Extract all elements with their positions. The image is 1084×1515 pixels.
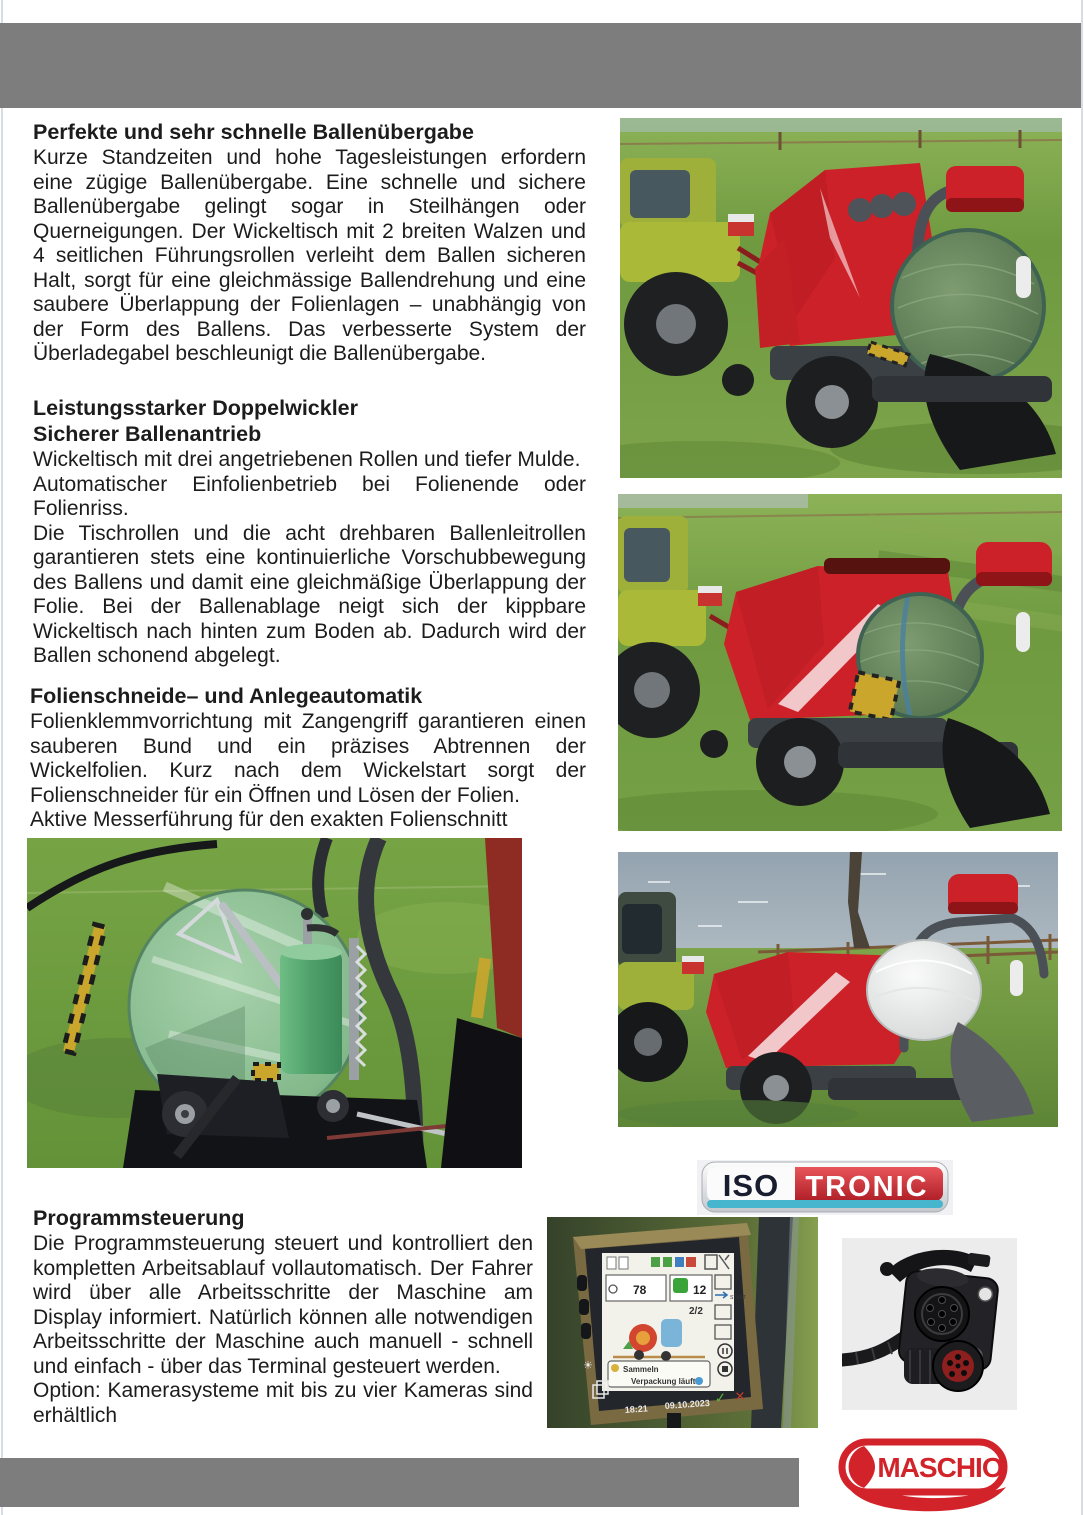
section-paragraph: Wickeltisch mit drei angetriebenen Rollen und tiefer Mulde.	[33, 448, 581, 471]
section-doppelwickler	[33, 396, 586, 669]
section-heading: Leistungsstarker Doppelwickler	[33, 396, 358, 420]
section-paragraph: Option: Kamerasysteme mit bis zu vier Kameras sind erhältlich	[33, 1379, 533, 1427]
film-roll-white	[1010, 960, 1023, 996]
terminal-screen[interactable]	[602, 1253, 746, 1391]
bottom-gray-bar	[0, 1458, 799, 1507]
section-heading: Perfekte und sehr schnelle Ballenübergabe	[33, 120, 474, 144]
section-heading: Programmsteuerung	[33, 1206, 245, 1230]
maschio-logo	[828, 1437, 1014, 1515]
photo-baler-wrapping-green-bale	[618, 494, 1062, 831]
section-folienschneide	[30, 684, 586, 833]
isotronic-tronic-text: TRONIC	[805, 1171, 929, 1203]
terminal-page-indicator: 2/2	[689, 1306, 703, 1317]
photo-baler-bale-transfer	[620, 118, 1062, 478]
photo-baler-white-bale-lakeside	[618, 852, 1058, 1127]
terminal-status-2: Verpackung läuft	[631, 1377, 696, 1386]
photo-film-cutter-closeup	[27, 838, 522, 1168]
isotronic-logo	[697, 1160, 953, 1215]
terminal-date: 09.10.2023	[664, 1397, 711, 1411]
plug-lower	[904, 1341, 983, 1391]
section-subheading: Sicherer Ballenantrieb	[33, 422, 262, 446]
terminal-time: 18:21	[624, 1403, 649, 1415]
photo-isobus-terminal	[547, 1217, 818, 1428]
section-paragraph: Automatischer Einfolienbetrieb bei Folienende oder Folienriss.	[33, 472, 586, 520]
section-programmsteuerung	[33, 1206, 533, 1428]
terminal-start-label[interactable]: START	[730, 1295, 746, 1301]
check-icon[interactable]: ✓	[714, 1389, 727, 1406]
terminal-value-left: 78	[633, 1283, 647, 1297]
film-roll-white	[1016, 612, 1030, 652]
bale-icon	[673, 1278, 688, 1293]
isotronic-iso-text: ISO	[722, 1168, 780, 1203]
wrapped-bale	[892, 230, 1044, 382]
section-paragraph: Aktive Messerführung für den exakten Folienschnitt	[30, 808, 508, 831]
cancel-icon[interactable]: ✕	[734, 1388, 747, 1404]
page-edge-right	[1081, 0, 1083, 1515]
section-ballenuebergabe	[33, 120, 586, 367]
page-edge-left	[1, 0, 3, 1515]
section-heading: Folienschneide– und Anlegeautomatik	[30, 684, 423, 708]
section-paragraph: Die Tischrollen und die acht drehbaren Ballenleitrollen garantieren stets eine kontinuierliche Vorschubbewegung des Ballens und damit eine gleichmäßige Überlappung der Folie. Bei der Ballenablage neigt sich der kippbare Wickeltisch nach hinten zum Boden ab. Dadurch wird der Ballen schonend abgelegt.	[33, 521, 586, 667]
white-wrapped-bale	[867, 940, 981, 1040]
section-paragraph: Folienklemmvorrichtung mit Zangengriff garantieren einen sauberen Bund und ein präzises Abtrennen der Wickelfolien. Kurz nach dem Wickelstart sorgt der Folienschneider für ein Öffnen und Lösen der Folien.	[30, 710, 586, 807]
socket-upper	[915, 1287, 969, 1341]
film-roll-white	[1016, 256, 1031, 298]
photo-isobus-connector	[842, 1238, 1017, 1410]
maschio-text: MASCHIO	[877, 1452, 1003, 1483]
brightness-icon[interactable]: ☀	[583, 1360, 593, 1372]
terminal-value-right: 12	[693, 1283, 707, 1297]
section-paragraph: Die Programmsteuerung steuert und kontrolliert den kompletten Arbeitsablauf vollautomatisch. Der Fahrer wird über alle Arbeitsschritte der Maschine am Display informiert. Natürlich können alle notwendigen Arbeitsschritte der Maschine auch manuell - schnell und einfach - über das Terminal gesteuert werden.	[33, 1232, 533, 1378]
top-gray-bar	[0, 23, 1081, 108]
section-paragraph: Kurze Standzeiten und hohe Tagesleistungen erfordern eine zügige Ballenübergabe. Eine schnelle und sichere Ballenübergabe gelingt sogar in Steilhängen oder Querneigungen. Der Wickeltisch mit 2 breiten Walzen und 4 seitlichen Führungsrollen verleiht dem Ballen sicheren Halt, sorgt für eine gleichmässige Ballendrehung und eine saubere Überlappung der Folienlagen – unabhängig von der Form des Ballens. Das verbesserte System der Überladegabel beschleunigt die Ballenübergabe.	[33, 146, 586, 365]
terminal-status-1: Sammeln	[623, 1365, 659, 1374]
